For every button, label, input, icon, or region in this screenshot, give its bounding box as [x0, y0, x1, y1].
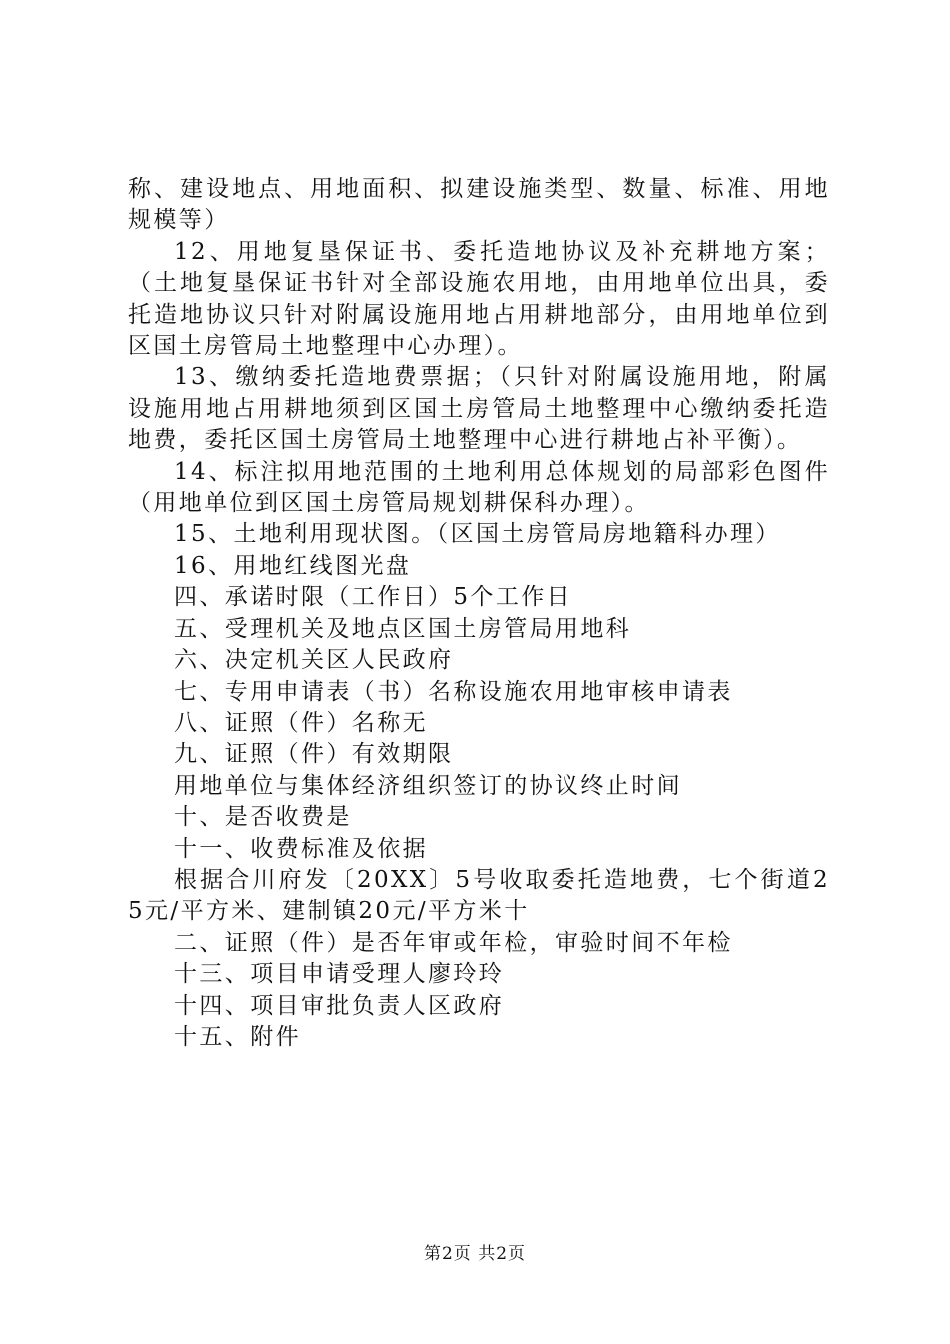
- paragraph: 五、受理机关及地点区国土房管局用地科: [174, 615, 632, 642]
- paragraph: 十、是否收费是: [174, 804, 352, 831]
- paragraph: 九、证照（件）有效期限: [174, 741, 454, 768]
- paragraph: 13、缴纳委托造地费票据；（只针对附属设施用地，附属设施用地占用耕地须到区国土房管局土地整理中心缴纳委托造地费，委托区国土房管局土地整理中心进行耕地占补平衡）。: [128, 364, 830, 454]
- paragraph: 二、证照（件）是否年审或年检，审验时间不年检: [174, 929, 733, 956]
- paragraph: 根据合川府发〔20XX〕5号收取委托造地费，七个街道25元/平方米、建制镇20元/平方米十: [128, 866, 830, 925]
- page-footer: 第2页 共2页: [423, 1244, 527, 1264]
- paragraph: 十一、收费标准及依据: [174, 835, 428, 862]
- paragraph: 15、土地利用现状图。（区国土房管局房地籍科办理）: [174, 521, 781, 548]
- paragraph: 十四、项目审批负责人区政府: [174, 992, 505, 1019]
- paragraph: 七、专用申请表（书）名称设施农用地审核申请表: [174, 678, 733, 705]
- paragraph: 四、承诺时限（工作日）5个工作日: [174, 584, 573, 611]
- paragraph: 用地单位与集体经济组织签订的协议终止时间: [174, 772, 682, 799]
- document-body: [128, 174, 830, 1053]
- paragraph: 六、决定机关区人民政府: [174, 647, 454, 674]
- paragraph: 16、用地红线图光盘: [174, 552, 412, 579]
- paragraph: 12、用地复垦保证书、委托造地协议及补充耕地方案；（土地复垦保证书针对全部设施农用地，由用地单位出具，委托造地协议只针对附属设施用地占用耕地部分，由用地单位到区国土房管局土地整理中心办理）。: [128, 238, 830, 360]
- paragraph: 称、建设地点、用地面积、拟建设施类型、数量、标准、用地规模等）: [128, 176, 830, 234]
- paragraph: 八、证照（件）名称无: [174, 709, 428, 736]
- paragraph: 14、标注拟用地范围的土地利用总体规划的局部彩色图件（用地单位到区国土房管局规划耕保科办理）。: [128, 458, 830, 517]
- paragraph: 十五、附件: [174, 1023, 301, 1050]
- paragraph: 十三、项目申请受理人廖玲玲: [174, 961, 505, 988]
